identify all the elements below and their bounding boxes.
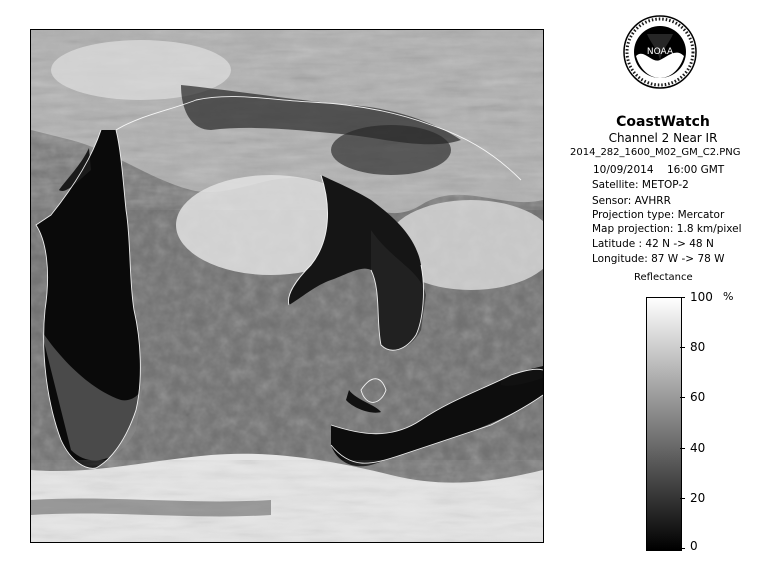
satellite-label: Satellite: METOP-2 [592,179,689,191]
map-projection-label: Map projection: 1.8 km/pixel [592,223,742,235]
colorbar-tick [680,347,685,348]
map-image [31,30,543,542]
colorbar-unit: % [723,290,734,303]
colorbar-title: Reflectance [634,272,693,283]
colorbar-tick [680,498,685,499]
colorbar-tick-label: 60 [690,390,706,404]
time-label: 16:00 GMT [667,164,725,176]
projection-type-label: Projection type: Mercator [592,209,725,221]
noaa-seal-icon [620,12,700,112]
colorbar-tick [680,448,685,449]
longitude-label: Longitude: 87 W -> 78 W [592,253,725,265]
colorbar-gradient [646,297,682,551]
noaa-logo [620,12,700,112]
sensor-label: Sensor: AVHRR [592,195,671,207]
satellite-map [30,29,544,543]
colorbar-tick [680,297,685,298]
colorbar-tick-label: 80 [690,340,706,354]
colorbar-tick-label: 0 [690,539,698,553]
colorbar-tick-label: 20 [690,491,706,505]
filename: 2014_282_1600_M02_GM_C2.PNG [570,147,741,158]
date-label: 10/09/2014 [593,164,654,176]
colorbar-tick [680,548,685,549]
channel-label: Channel 2 Near IR [608,131,718,145]
colorbar-tick-label: 100 [690,290,713,304]
app-title: CoastWatch [616,114,710,130]
colorbar-tick [680,397,685,398]
colorbar-tick-label: 40 [690,441,706,455]
logo-text: NOAA [646,47,674,57]
latitude-label: Latitude : 42 N -> 48 N [592,238,714,250]
